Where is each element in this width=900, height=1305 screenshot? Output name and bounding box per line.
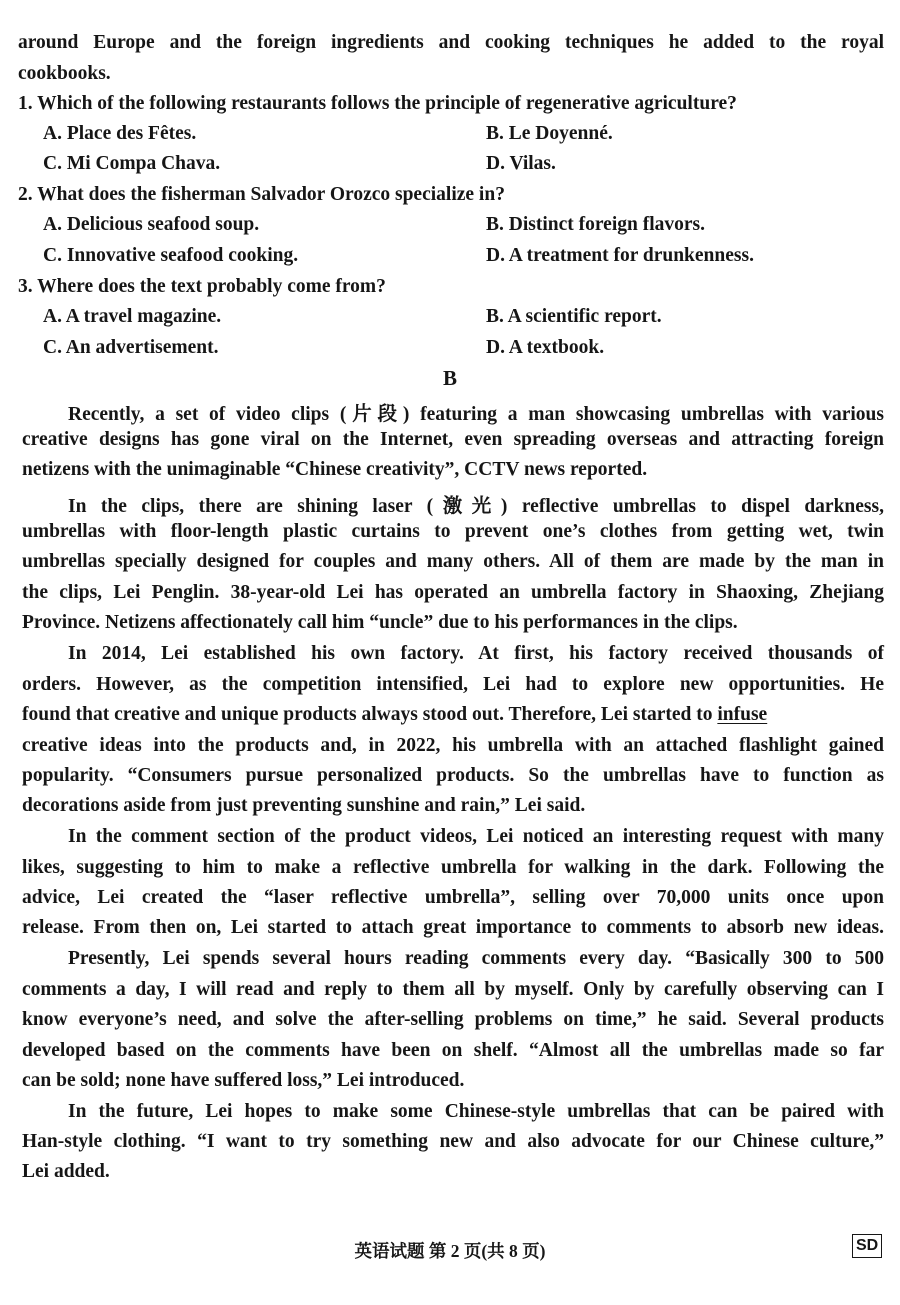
question-2-stem: 2. What does the fisherman Salvador Orozco specialize in? (18, 184, 505, 205)
question-1-stem: 1. Which of the following restaurants follows the principle of regenerative agriculture? (18, 93, 737, 114)
question-3-option-b: B. A scientific report. (486, 306, 662, 327)
question-3-option-d: D. A textbook. (486, 337, 605, 358)
question-2-option-a: A. Delicious seafood soup. (43, 214, 260, 235)
question-1-option-b: B. Le Doyenné. (486, 123, 613, 144)
p4-line-1: In the comment section of the product videos, Lei noticed an interesting request with many (68, 826, 884, 847)
p2-line-3: umbrellas specially designed for couples and many others. All of them are made by the man in (22, 551, 884, 572)
p5-line-3: know everyone’s need, and solve the after-selling problems on time,” he said. Several products (22, 1009, 884, 1030)
p6-line-3: Lei added. (22, 1161, 110, 1182)
question-3-option-a: A. A travel magazine. (43, 306, 222, 327)
p5-line-1: Presently, Lei spends several hours reading comments every day. “Basically 300 to 500 (68, 948, 884, 969)
p5-line-5: can be sold; none have suffered loss,” Lei introduced. (22, 1070, 465, 1091)
p1-line-2: creative designs has gone viral on the Internet, even spreading overseas and attracting foreign (22, 429, 884, 450)
question-2-option-d: D. A treatment for drunkenness. (486, 245, 754, 266)
p2-line-2: umbrellas with floor-length plastic curtains to prevent one’s clothes from getting wet, twin (22, 521, 884, 542)
p3-line-3 (22, 704, 767, 726)
p6-line-1: In the future, Lei hopes to make some Chinese-style umbrellas that can be paired with (68, 1101, 884, 1122)
question-3-stem: 3. Where does the text probably come from? (18, 276, 386, 297)
question-1-option-c: C. Mi Compa Chava. (43, 153, 221, 174)
p3-line-6: decorations aside from just preventing sunshine and rain,” Lei said. (22, 795, 586, 816)
p3-line-5: popularity. “Consumers pursue personalized products. So the umbrellas have to function as (22, 765, 884, 786)
question-2-option-c: C. Innovative seafood cooking. (43, 245, 299, 266)
p2-line-5: Province. Netizens affectionately call him “uncle” due to his performances in the clips. (22, 612, 738, 633)
p3-line-2: orders. However, as the competition intensified, Lei had to explore new opportunities. He (22, 674, 884, 695)
p1-line-3: netizens with the unimaginable “Chinese creativity”, CCTV news reported. (22, 459, 648, 480)
question-1-option-a: A. Place des Fêtes. (43, 123, 197, 144)
p3-line-4: creative ideas into the products and, in 2022, his umbrella with an attached flashlight gained (22, 735, 884, 756)
sd-badge: SD (852, 1234, 882, 1258)
p6-line-2: Han-style clothing. “I want to try something new and also advocate for our Chinese culture,” (22, 1131, 884, 1152)
p5-line-4: developed based on the comments have been on shelf. “Almost all the umbrellas made so far (22, 1040, 884, 1061)
p4-line-2: likes, suggesting to him to make a reflective umbrella for walking in the dark. Following the (22, 857, 884, 878)
intro-line-1: around Europe and the foreign ingredients and cooking techniques he added to the royal (18, 32, 884, 53)
p2-line-4: the clips, Lei Penglin. 38-year-old Lei has operated an umbrella factory in Shaoxing, Zhejiang (22, 582, 884, 603)
p3-line-3-text: found that creative and unique products always stood out. Therefore, Lei started to (22, 704, 718, 725)
p5-line-2: comments a day, I will read and reply to them all by myself. Only by carefully observing can I (22, 979, 884, 1000)
section-heading: B (442, 366, 457, 390)
question-2-option-b: B. Distinct foreign flavors. (486, 214, 705, 235)
page-footer: 英语试题 第 2 页(共 8 页) (354, 1241, 546, 1261)
p2-line-1: In the clips, there are shining laser (激光) reflective umbrellas to dispel darkness, (68, 496, 884, 517)
intro-line-2: cookbooks. (18, 63, 111, 84)
question-1-option-d: D. Vilas. (486, 153, 556, 174)
underlined-word-infuse: infuse (717, 704, 768, 725)
p1-line-1: Recently, a set of video clips (片段) featuring a man showcasing umbrellas with various (68, 404, 884, 425)
question-3-option-c: C. An advertisement. (43, 337, 219, 358)
p4-line-4: release. From then on, Lei started to attach great importance to comments to absorb new ideas. (22, 917, 884, 938)
p4-line-3: advice, Lei created the “laser reflective umbrella”, selling over 70,000 units once upon (22, 887, 884, 908)
p3-line-1: In 2014, Lei established his own factory. At first, his factory received thousands of (68, 643, 884, 664)
